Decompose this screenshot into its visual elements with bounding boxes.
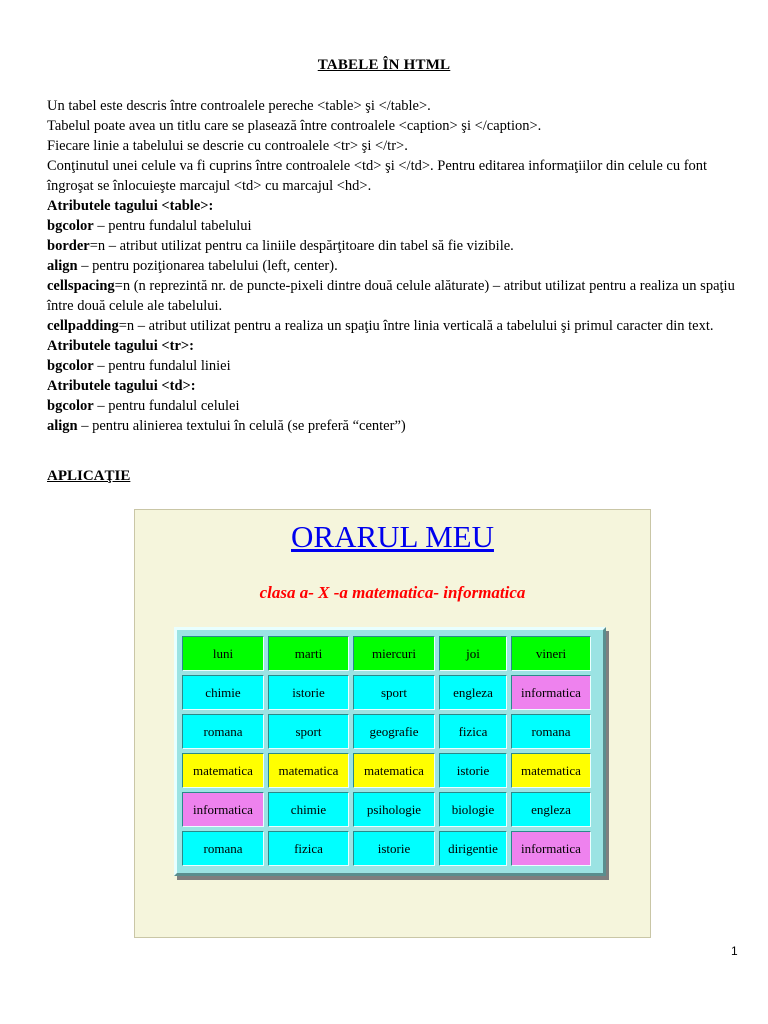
table-cell: romana bbox=[511, 714, 591, 749]
table-cell: romana bbox=[182, 831, 264, 866]
table-cell: matematica bbox=[353, 753, 435, 788]
page-number: 1 bbox=[731, 944, 738, 958]
document-body bbox=[47, 96, 747, 436]
table-cell: dirigentie bbox=[439, 831, 507, 866]
table-cell: istorie bbox=[439, 753, 507, 788]
table-cell: chimie bbox=[182, 675, 264, 710]
attr-td-align: align – pentru alinierea textului în celulă (se preferă “center”) bbox=[47, 418, 406, 434]
table-header-cell: marti bbox=[268, 636, 349, 671]
attr-table-cellpadding: cellpadding=n – atribut utilizat pentru a realiza un spaţiu între linia verticală a tabelului şi primul caracter din text. bbox=[47, 318, 714, 334]
paragraph-tr-tag: Fiecare linie a tabelului se descrie cu controalele <tr> şi </tr>. bbox=[47, 138, 408, 154]
table-cell: informatica bbox=[511, 831, 591, 866]
table-header-cell: vineri bbox=[511, 636, 591, 671]
attr-table-border: border=n – atribut utilizat pentru ca liniile despărţitoare din tabel să fie vizibile. bbox=[47, 238, 514, 254]
heading-td-attributes: Atributele tagului <td>: bbox=[47, 378, 196, 394]
table-header-cell: joi bbox=[439, 636, 507, 671]
table-cell: matematica bbox=[511, 753, 591, 788]
attr-td-bgcolor: bgcolor – pentru fundalul celulei bbox=[47, 398, 240, 414]
paragraph-td-tag: Conţinutul unei celule va fi cuprins între controalele <td> şi </td>. Pentru editarea informaţiilor din celule cu font îngroşat se înlocuieşte marcajul <td> cu marcajul <hd>. bbox=[47, 158, 708, 194]
table-cell: romana bbox=[182, 714, 264, 749]
application-heading: APLICAŢIE bbox=[47, 468, 131, 484]
table-cell: istorie bbox=[268, 675, 349, 710]
table-cell: engleza bbox=[511, 792, 591, 827]
table-cell: chimie bbox=[268, 792, 349, 827]
table-cell: psihologie bbox=[353, 792, 435, 827]
table-cell: geografie bbox=[353, 714, 435, 749]
schedule-grid bbox=[182, 636, 591, 866]
table-cell: fizica bbox=[439, 714, 507, 749]
table-cell: informatica bbox=[511, 675, 591, 710]
orar-title-link[interactable]: ORARUL MEU bbox=[291, 519, 494, 554]
table-cell: matematica bbox=[268, 753, 349, 788]
table-cell: fizica bbox=[268, 831, 349, 866]
table-cell: engleza bbox=[439, 675, 507, 710]
paragraph-caption-tag: Tabelul poate avea un titlu care se plasează între controalele <caption> şi </caption>. bbox=[47, 118, 542, 134]
table-cell: sport bbox=[353, 675, 435, 710]
table-cell: informatica bbox=[182, 792, 264, 827]
table-cell: biologie bbox=[439, 792, 507, 827]
table-cell: istorie bbox=[353, 831, 435, 866]
attr-table-align: align – pentru poziţionarea tabelului (left, center). bbox=[47, 258, 338, 274]
page-title: TABELE ÎN HTML bbox=[317, 57, 451, 73]
paragraph-table-tag: Un tabel este descris între controalele pereche <table> şi </table>. bbox=[47, 98, 431, 114]
table-cell: sport bbox=[268, 714, 349, 749]
orar-subtitle: clasa a- X -a matematica- informatica bbox=[259, 583, 526, 602]
heading-table-attributes: Atributele tagului <table>: bbox=[47, 198, 214, 214]
table-header-cell: luni bbox=[182, 636, 264, 671]
heading-tr-attributes: Atributele tagului <tr>: bbox=[47, 338, 195, 354]
table-header-cell: miercuri bbox=[353, 636, 435, 671]
table-cell: matematica bbox=[182, 753, 264, 788]
schedule-table bbox=[174, 627, 606, 876]
attr-table-bgcolor: bgcolor – pentru fundalul tabelului bbox=[47, 218, 252, 234]
attr-tr-bgcolor: bgcolor – pentru fundalul liniei bbox=[47, 358, 231, 374]
attr-table-cellspacing: cellspacing=n (n reprezintă nr. de puncte-pixeli dintre două celule alăturate) – atribut utilizat pentru a realiza un spaţiu între două celule ale tabelului. bbox=[47, 278, 735, 314]
